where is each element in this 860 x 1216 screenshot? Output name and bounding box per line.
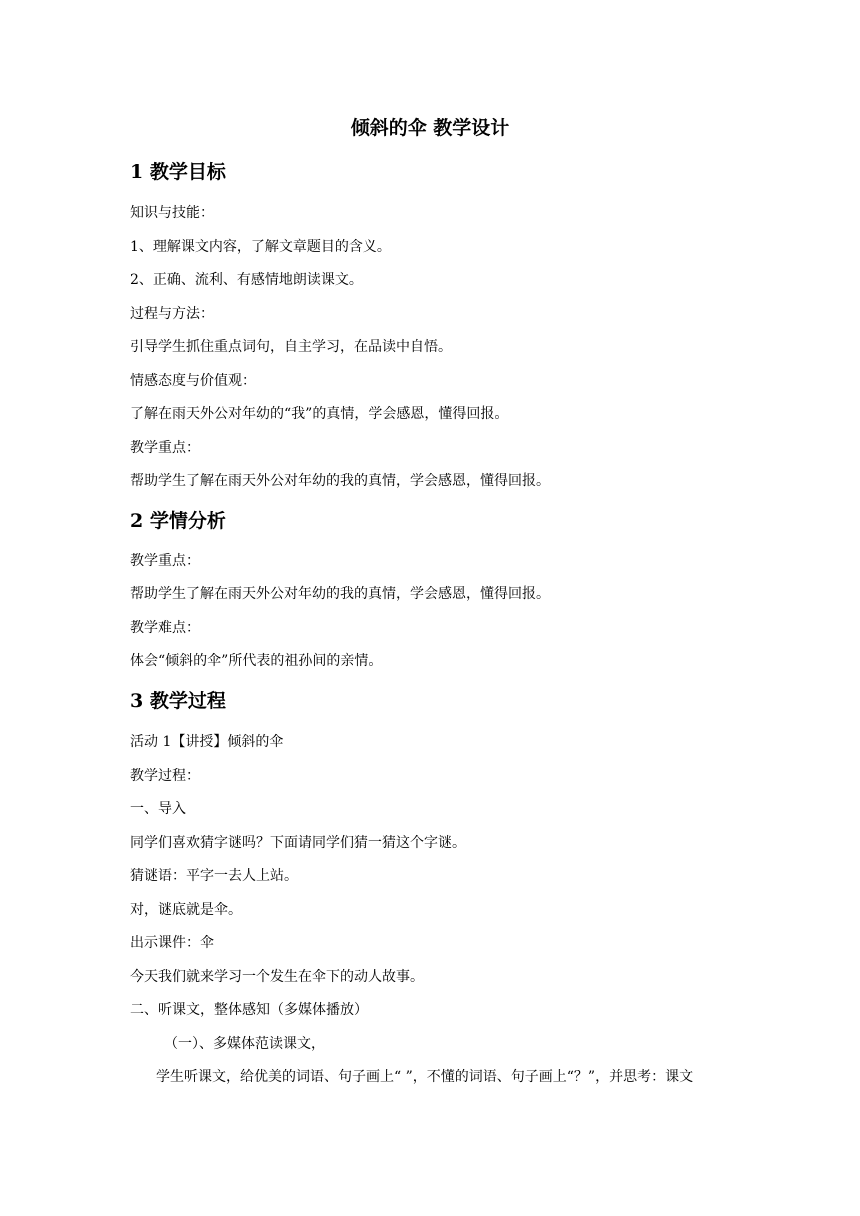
paragraph: 情感态度与价值观： — [130, 373, 256, 389]
paragraph: 知识与技能： — [130, 205, 214, 221]
paragraph: 同学们喜欢猜字谜吗？下面请同学们猜一猜这个字谜。 — [130, 835, 466, 851]
paragraph: 教学难点： — [130, 620, 200, 636]
paragraph: 引导学生抓住重点词句，自主学习，在品读中自悟。 — [130, 339, 452, 355]
paragraph: 2、正确、流利、有感情地朗读课文。 — [130, 272, 363, 288]
section-heading-objectives: 1 教学目标 — [130, 161, 226, 183]
paragraph: 帮助学生了解在雨天外公对年幼的我的真情，学会感恩，懂得回报。 — [130, 586, 550, 602]
paragraph: 1、理解课文内容，了解文章题目的含义。 — [130, 239, 391, 255]
section-heading-analysis: 2 学情分析 — [130, 510, 226, 532]
paragraph: （一）、多媒体范读课文， — [164, 1036, 325, 1052]
paragraph: 猜谜语：平字一去人上站。 — [130, 868, 298, 884]
paragraph: 活动 1【讲授】倾斜的伞 — [130, 734, 284, 750]
paragraph: 教学重点： — [130, 440, 200, 456]
paragraph: 体会“倾斜的伞”所代表的祖孙间的亲情。 — [130, 653, 383, 669]
paragraph: 帮助学生了解在雨天外公对年幼的我的真情，学会感恩，懂得回报。 — [130, 473, 550, 489]
paragraph: 了解在雨天外公对年幼的“我”的真情，学会感恩，懂得回报。 — [130, 406, 509, 422]
paragraph: 教学重点： — [130, 553, 200, 569]
paragraph: 出示课件：伞 — [130, 935, 214, 951]
paragraph: 今天我们就来学习一个发生在伞下的动人故事。 — [130, 969, 424, 985]
paragraph: 对，谜底就是伞。 — [130, 902, 242, 918]
section-heading-process: 3 教学过程 — [130, 690, 226, 712]
document-title: 倾斜的伞 教学设计 — [350, 117, 510, 139]
paragraph: 一、导入 — [130, 801, 186, 817]
paragraph: 过程与方法： — [130, 306, 214, 322]
paragraph: 学生听课文，给优美的词语、句子画上“ ”，不懂的词语、句子画上“？”，并思考：课文 — [156, 1069, 694, 1085]
paragraph: 教学过程： — [130, 768, 200, 784]
paragraph: 二、听课文，整体感知（多媒体播放） — [130, 1002, 368, 1018]
